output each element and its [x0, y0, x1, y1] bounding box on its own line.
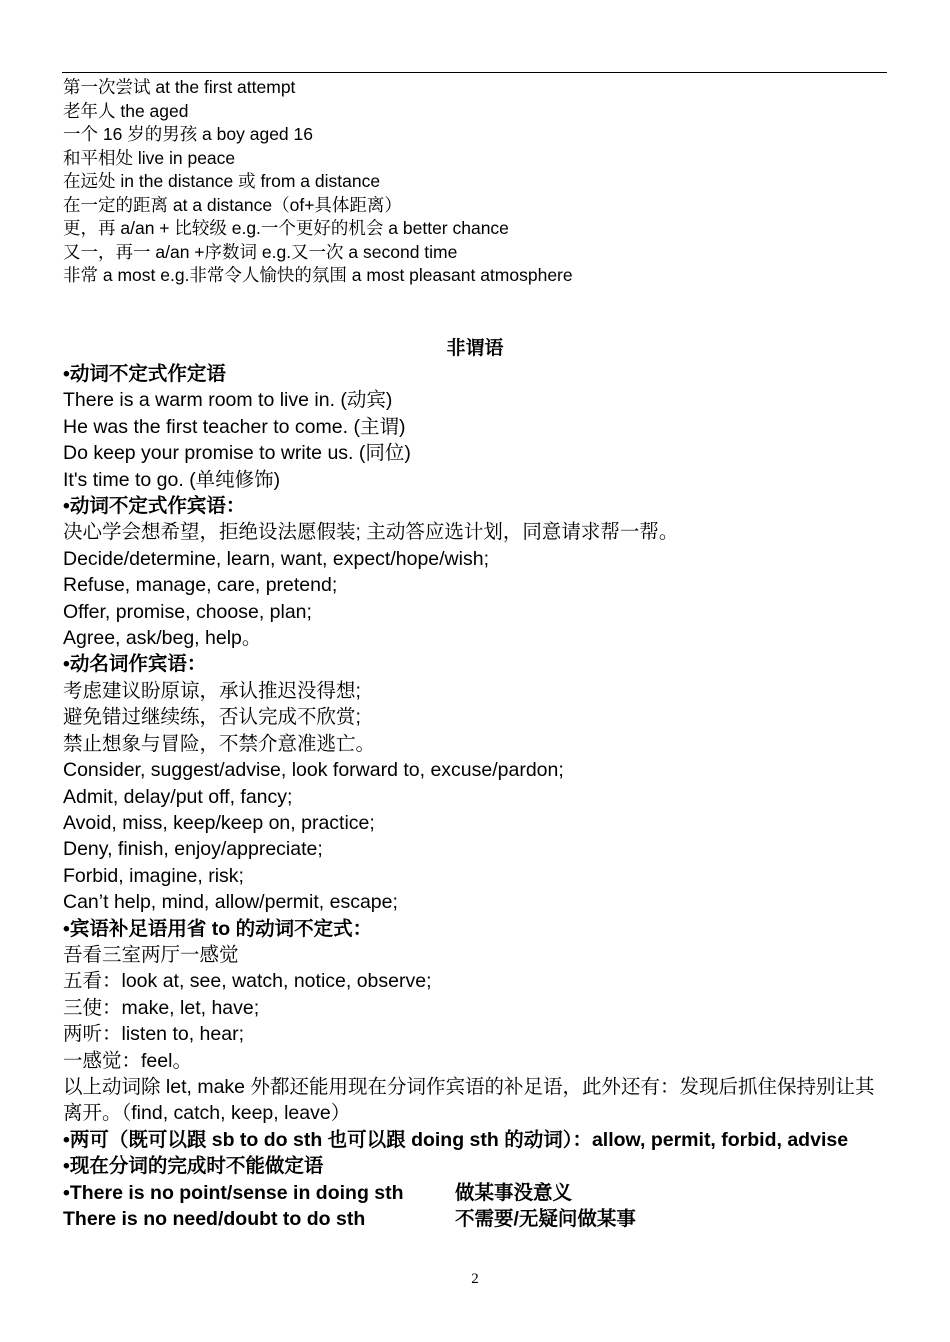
phrase-row — [63, 1206, 893, 1232]
verb-list-line: Admit, delay/put off, fancy; — [63, 785, 293, 808]
verb-list-line: Decide/determine, learn, want, expect/hope/wish; — [63, 547, 489, 570]
phrase-line: 非常 a most e.g.非常令人愉快的氛围 a most pleasant atmosphere — [63, 265, 573, 285]
mnemonic-line: 避免错过继续练，否认完成不欣赏; — [63, 706, 361, 729]
verb-list-line: Consider, suggest/advise, look forward to, excuse/pardon; — [63, 759, 564, 782]
phrase-row — [63, 1180, 893, 1206]
verb-list-line: Avoid, miss, keep/keep on, practice; — [63, 811, 375, 834]
verb-list-line: 五看：look at, see, watch, notice, observe; — [63, 970, 432, 993]
mnemonic-line: 吾看三室两厅一感觉 — [63, 943, 239, 966]
phrase-list — [63, 76, 893, 288]
phrase-cn: 做某事没意义 — [455, 1181, 573, 1204]
grammar-notes — [63, 361, 893, 1232]
phrase-line: 一个 16 岁的男孩 a boy aged 16 — [63, 124, 313, 144]
phrase-cn: 不需要/无疑问做某事 — [455, 1208, 636, 1230]
mnemonic-line: 决心学会想希望，拒绝设法愿假装; 主动答应选计划，同意请求帮一帮。 — [63, 521, 679, 544]
phrase-en: •There is no point/sense in doing sth — [63, 1181, 404, 1204]
verb-list-line: Agree, ask/beg, help。 — [63, 627, 262, 650]
phrase-line: 第一次尝试 at the first attempt — [63, 77, 296, 97]
header-rule — [62, 72, 887, 73]
phrase-line: 更，再 a/an + 比较级 e.g.一个更好的机会 a better chance — [63, 218, 509, 238]
heading-infinitive-object: •动词不定式作宾语： — [63, 495, 246, 518]
phrase-en: There is no need/doubt to do sth — [63, 1208, 366, 1230]
phrase-line: 和平相处 live in peace — [63, 147, 236, 168]
heading-bare-infinitive: •宾语补足语用省 to 的动词不定式： — [63, 917, 373, 940]
example-line: He was the first teacher to come. (主谓) — [63, 415, 406, 438]
phrase-line: 在远处 in the distance 或 from a distance — [63, 171, 381, 191]
verb-list-line: Can’t help, mind, allow/permit, escape; — [63, 891, 398, 914]
phrase-line: 在一定的距离 at a distance（of+具体距离） — [63, 194, 402, 215]
example-line: Do keep your promise to write us. (同位) — [63, 442, 411, 465]
example-line: It's time to go. (单纯修饰) — [63, 468, 281, 491]
verb-list-line: Refuse, manage, care, pretend; — [63, 574, 338, 597]
phrase-line: 又一，再一 a/an +序数词 e.g.又一次 a second time — [63, 241, 458, 262]
page-number: 2 — [471, 1271, 479, 1287]
mnemonic-line: 禁止想象与冒险，不禁介意准逃亡。 — [63, 732, 376, 755]
verb-list-line: 一感觉：feel。 — [63, 1049, 192, 1072]
example-line: There is a warm room to live in. (动宾) — [63, 389, 393, 412]
verb-list-line: 三使：make, let, have; — [63, 996, 260, 1019]
perfect-participle-note: •现在分词的完成时不能做定语 — [63, 1155, 324, 1178]
verb-list-line: Deny, finish, enjoy/appreciate; — [63, 838, 323, 861]
verb-list-line: Offer, promise, choose, plan; — [63, 600, 312, 623]
phrase-line: 老年人 the aged — [63, 100, 189, 121]
both-forms-note: •两可（既可以跟 sb to do sth 也可以跟 doing sth 的动词）：allow, permit, forbid, advise — [63, 1128, 849, 1151]
mnemonic-line: 考虑建议盼原谅，承认推迟没得想; — [63, 679, 361, 702]
heading-infinitive-attributive: •动词不定式作定语 — [63, 363, 226, 385]
verb-list-line: 两听：listen to, hear; — [63, 1023, 244, 1046]
verb-list-line: Forbid, imagine, risk; — [63, 864, 244, 887]
bare-infinitive-note: 以上动词除 let, make 外都还能用现在分词作宾语的补足语，此外还有：发现后抓住保持别让其离开。（find, catch, keep, leave） — [63, 1075, 875, 1125]
heading-gerund-object: •动名词作宾语： — [63, 653, 207, 676]
section-title: 非谓语 — [446, 338, 504, 359]
